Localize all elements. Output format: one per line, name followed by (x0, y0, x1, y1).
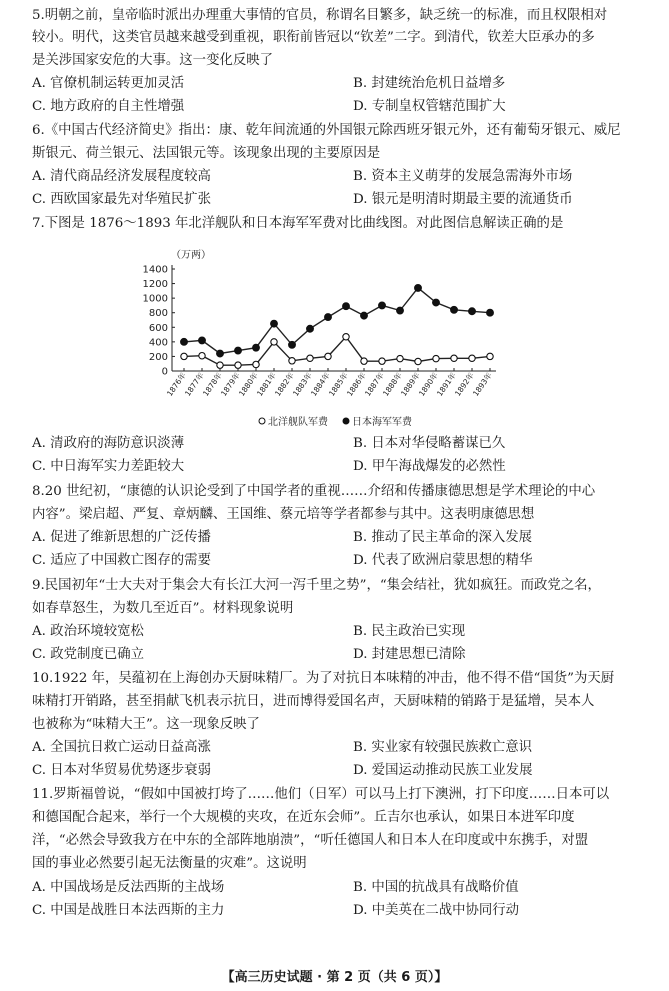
data-point (343, 303, 350, 310)
x-tick-label: 1888年 (381, 370, 404, 398)
q6-option-a: A. 清代商品经济发展程度较高 (32, 169, 211, 184)
q7-option-d: D. 甲午海战爆发的必然性 (353, 459, 506, 474)
military-spending-chart (0, 236, 669, 436)
data-point (415, 285, 422, 292)
q5-stem-line-1: 5.明朝之前，皇帝临时派出办理重大事情的官员，称谓名目繁多，缺乏统一的标准，而且权限相对 (32, 8, 608, 23)
q10-option-b: B. 实业家有较强民族救亡意识 (353, 740, 533, 755)
data-point (199, 337, 206, 344)
x-tick-label: 1881年 (255, 370, 278, 398)
data-point (343, 334, 349, 340)
data-point (307, 325, 314, 332)
x-tick-label: 1878年 (201, 370, 224, 398)
q6-option-b: B. 资本主义萌芽的发展急需海外市场 (353, 169, 573, 184)
y-tick-label: 1400 (142, 264, 168, 276)
q10-stem-line-2: 味精打开销路，甚至捐献飞机表示抗日，进而博得爱国名声，天厨味精的销路于是猛增，吴本人 (32, 694, 595, 709)
x-tick-label: 1889年 (399, 370, 422, 398)
series-line-1 (184, 288, 490, 354)
q11-option-b: B. 中国的抗战具有战略价值 (353, 880, 519, 895)
x-tick-label: 1893年 (471, 370, 494, 398)
data-point (487, 353, 493, 359)
q10-stem-line-1: 10.1922 年，吴蕴初在上海创办天厨味精厂。为了对抗日本味精的冲击，他不得不借“国货”为天厨 (32, 671, 615, 686)
q10-option-a: A. 全国抗日救亡运动日益高涨 (32, 740, 211, 755)
data-point (235, 347, 242, 354)
data-point (271, 320, 278, 327)
x-tick-label: 1879年 (219, 370, 242, 398)
data-point (235, 362, 241, 368)
q7-stem-line-1: 7.下图是 1876～1893 年北洋舰队和日本海军军费对比曲线图。对此图信息解读正确的是 (32, 216, 564, 231)
q11-stem-line-1: 11.罗斯福曾说，“假如中国被打垮了……他们（日军）可以马上打下澳洲，打下印度……日本可以 (32, 787, 610, 802)
x-tick-label: 1887年 (363, 370, 386, 398)
y-tick-label: 200 (148, 351, 168, 363)
y-tick-label: 600 (148, 322, 168, 334)
q6-stem-line-2: 斯银元、荷兰银元、法国银元等。该现象出现的主要原因是 (32, 146, 381, 161)
data-point (397, 355, 403, 361)
q7-option-b: B. 日本对华侵略蓄谋已久 (353, 436, 506, 451)
q5-option-a: A. 官僚机制运转更加灵活 (32, 76, 185, 91)
q8-option-b: B. 推动了民主革命的深入发展 (353, 530, 533, 545)
data-point (253, 361, 259, 367)
q10-stem-line-3: 也被称为“味精大王”。这一现象反映了 (32, 717, 260, 732)
data-point (451, 306, 458, 313)
legend-marker-1 (343, 418, 349, 424)
q9-option-c: C. 政党制度已确立 (32, 647, 145, 662)
q11-option-d: D. 中美英在二战中协同行动 (353, 903, 520, 918)
data-point (271, 339, 277, 345)
q10-option-c: C. 日本对华贸易优势逐步衰弱 (32, 763, 211, 778)
x-tick-label: 1882年 (273, 370, 296, 398)
data-point (217, 362, 223, 368)
y-tick-label: 1200 (142, 279, 168, 291)
legend-marker-0 (259, 418, 265, 424)
legend-label-1: 日本海军军费 (352, 417, 412, 428)
y-tick-label: 0 (161, 366, 168, 378)
q8-option-c: C. 适应了中国救亡图存的需要 (32, 553, 211, 568)
x-tick-label: 1884年 (309, 370, 332, 398)
q8-stem-line-2: 内容”。梁启超、严复、章炳麟、王国维、蔡元培等学者都参与其中。这表明康德思想 (32, 507, 535, 522)
q11-stem-line-3: 洋，“必然会导致我方在中东的全部阵地崩溃”，“听任德国人和日本人在印度或中东携手，对盟 (32, 833, 589, 848)
q5-option-d: D. 专制皇权管辖范围扩大 (353, 99, 506, 114)
q8-stem-line-1: 8.20 世纪初，“康德的认识论受到了中国学者的重视……介绍和传播康德思想是学术理论的中心 (32, 484, 596, 499)
q5-option-c: C. 地方政府的自主性增强 (32, 99, 185, 114)
data-point (415, 358, 421, 364)
data-point (289, 341, 296, 348)
data-point (487, 309, 494, 316)
series-line-0 (184, 337, 490, 365)
data-point (451, 355, 457, 361)
q9-option-a: A. 政治环境较宽松 (32, 624, 144, 639)
q7-option-c: C. 中日海军实力差距较大 (32, 459, 185, 474)
q11-option-c: C. 中国是战胜日本法西斯的主力 (32, 903, 225, 918)
data-point (469, 355, 475, 361)
q11-stem-line-2: 和德国配合起来，举行一个大规模的夹攻，在近东会师”。丘吉尔也承认，如果日本进军印度 (32, 810, 575, 825)
data-point (199, 353, 205, 359)
q9-stem-line-1: 9.民国初年“士大夫对于集会大有长江大河一泻千里之势”，“集会结社，犹如疯狂。而政党之名， (32, 578, 601, 593)
data-point (469, 308, 476, 315)
q11-option-a: A. 中国战场是反法西斯的主战场 (32, 880, 225, 895)
x-tick-label: 1886年 (345, 370, 368, 398)
data-point (181, 353, 187, 359)
q5-option-b: B. 封建统治危机日益增多 (353, 76, 506, 91)
q8-option-a: A. 促进了维新思想的广泛传播 (32, 530, 211, 545)
q9-option-b: B. 民主政治已实现 (353, 624, 466, 639)
legend-label-0: 北洋舰队军费 (268, 417, 328, 428)
q9-stem-line-2: 如春草怒生，为数几至近百”。材料现象说明 (32, 601, 294, 616)
q6-option-d: D. 银元是明清时期最主要的流通货币 (353, 192, 573, 207)
data-point (253, 344, 260, 351)
data-point (379, 302, 386, 309)
y-tick-label: 1000 (142, 293, 168, 305)
q8-option-d: D. 代表了欧洲启蒙思想的精华 (353, 553, 533, 568)
q10-option-d: D. 爱国运动推动民族工业发展 (353, 763, 533, 778)
q9-option-d: D. 封建思想已清除 (353, 647, 466, 662)
data-point (325, 314, 332, 321)
data-point (217, 350, 224, 357)
x-tick-label: 1876年 (165, 370, 188, 398)
y-tick-label: 400 (148, 337, 168, 349)
y-tick-label: 800 (148, 308, 168, 320)
x-tick-label: 1892年 (453, 370, 476, 398)
data-point (361, 312, 368, 319)
data-point (289, 358, 295, 364)
q5-stem-line-3: 是关涉国家安危的大事。这一变化反映了 (32, 53, 274, 68)
q6-stem-line-1: 6.《中国古代经济简史》指出：康、乾年间流通的外国银元除西班牙银元外，还有葡萄牙银元、威尼 (32, 123, 621, 138)
q7-option-a: A. 清政府的海防意识淡薄 (32, 436, 185, 451)
data-point (325, 353, 331, 359)
q11-stem-line-4: 国的事业必然要引起无法衡量的灾难”。这说明 (32, 856, 307, 871)
x-tick-label: 1880年 (237, 370, 260, 398)
page-footer: 【高三历史试题 · 第 2 页（共 6 页）】 (221, 970, 448, 985)
data-point (379, 358, 385, 364)
data-point (433, 299, 440, 306)
data-point (361, 358, 367, 364)
chart-unit-label: （万两） (171, 250, 211, 261)
data-point (397, 307, 404, 314)
x-tick-label: 1883年 (291, 370, 314, 398)
data-point (307, 355, 313, 361)
x-tick-label: 1891年 (435, 370, 458, 398)
x-tick-label: 1877年 (183, 370, 206, 398)
data-point (181, 338, 188, 345)
x-tick-label: 1890年 (417, 370, 440, 398)
q6-option-c: C. 西欧国家最先对华殖民扩张 (32, 192, 211, 207)
data-point (433, 355, 439, 361)
x-tick-label: 1885年 (327, 370, 350, 398)
q5-stem-line-2: 较小。明代，这类官员越来越受到重视，职衔前皆冠以“钦差”二字。到清代，钦差大臣承办的多 (32, 30, 595, 45)
